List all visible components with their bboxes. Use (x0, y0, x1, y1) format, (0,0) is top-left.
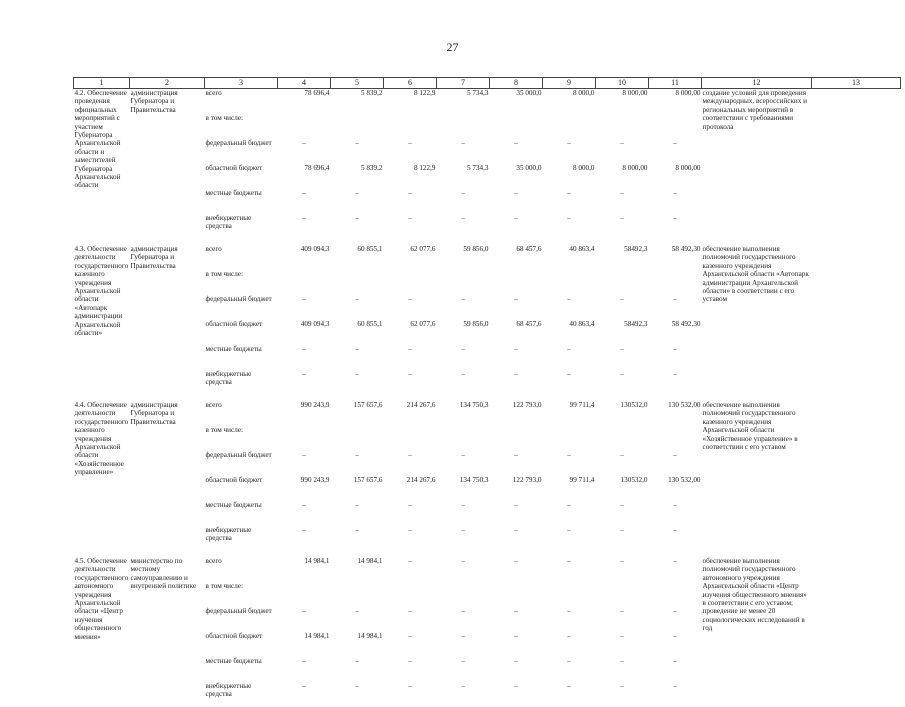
amount-cell (490, 582, 543, 607)
amount-cell: – (355, 526, 359, 534)
header-cell: 11 (649, 78, 702, 89)
amount-cell: – (302, 657, 306, 665)
expected-result: обеспечение выполнения полномочий государственного казенного учреждения Архангельской области «Хозяйственное управление» в соответствии с его уставом (702, 401, 798, 452)
amount-cell: – (620, 139, 624, 147)
amount-cell: 214 267,6 (406, 476, 436, 484)
amount-cell: – (408, 370, 412, 378)
amount-cell (596, 270, 649, 295)
amount-cell: – (408, 607, 412, 615)
amount-cell: – (355, 657, 359, 665)
amount-cell (543, 114, 596, 139)
amount-cell: – (673, 295, 677, 303)
amount-cell: – (408, 451, 412, 459)
header-cell: 2 (130, 78, 205, 89)
funding-source: внебюджетные средства (205, 682, 252, 699)
amount-cell: 68 457,6 (516, 320, 542, 328)
funding-source: областной бюджет (205, 476, 263, 484)
amount-cell (384, 426, 437, 451)
amount-cell: 14 984,1 (357, 632, 383, 640)
amount-cell: – (461, 632, 465, 640)
amount-cell (543, 426, 596, 451)
table-row (74, 401, 901, 426)
amount-cell (278, 582, 331, 607)
amount-cell (278, 426, 331, 451)
amount-cell: – (461, 189, 465, 197)
amount-cell (437, 270, 490, 295)
measure-name: 4.5. Обеспечение деятельности государственного автономного учреждения Архангельской области «Центр изучения общественного мнения» (74, 557, 129, 641)
amount-cell: 130532,0 (620, 476, 648, 484)
amount-cell: 130532,0 (620, 401, 648, 409)
amount-cell: – (461, 501, 465, 509)
funding-source: внебюджетные средства (205, 370, 252, 387)
amount-cell: 59 856,0 (463, 245, 489, 253)
amount-cell: – (461, 451, 465, 459)
amount-cell: – (514, 370, 518, 378)
amount-cell: 214 267,6 (406, 401, 436, 409)
amount-cell: – (514, 526, 518, 534)
amount-cell: 5 839,2 (360, 164, 383, 172)
amount-cell: 58492,3 (624, 320, 648, 328)
amount-cell: 78 696,4 (304, 164, 330, 172)
amount-cell (384, 270, 437, 295)
amount-cell: – (620, 189, 624, 197)
amount-cell: – (461, 607, 465, 615)
funding-source: местные бюджеты (205, 189, 262, 197)
amount-cell: 35 000,0 (516, 89, 542, 97)
amount-cell: 60 855,1 (357, 245, 383, 253)
amount-cell: – (514, 557, 518, 565)
amount-cell: – (620, 345, 624, 353)
amount-cell: 78 696,4 (304, 89, 330, 97)
amount-cell: 14 984,1 (304, 557, 330, 565)
amount-cell: 157 657,6 (353, 401, 383, 409)
amount-cell: – (461, 214, 465, 222)
amount-cell: – (355, 345, 359, 353)
amount-cell: – (673, 557, 677, 565)
amount-cell: – (673, 526, 677, 534)
amount-cell: 990 243,9 (300, 476, 330, 484)
amount-cell: 58492,3 (624, 245, 648, 253)
amount-cell: 130 532,00 (668, 476, 701, 484)
amount-cell: – (567, 451, 571, 459)
amount-cell: – (355, 214, 359, 222)
funding-source: в том числе: (205, 114, 243, 122)
amount-cell: – (567, 295, 571, 303)
funding-source: в том числе: (205, 582, 243, 590)
amount-cell: 8 122,9 (413, 164, 436, 172)
amount-cell: – (461, 295, 465, 303)
amount-cell: – (567, 607, 571, 615)
funding-source: местные бюджеты (205, 501, 262, 509)
amount-cell: – (302, 139, 306, 147)
amount-cell: – (514, 451, 518, 459)
amount-cell: – (673, 214, 677, 222)
measure-name: 4.2. Обеспечение проведения официальных мероприятий с участием Губернатора Архангельской области и заместителей Губернатора Архангельской области (74, 89, 127, 190)
amount-cell: – (673, 682, 677, 690)
amount-cell: – (567, 214, 571, 222)
amount-cell: – (408, 214, 412, 222)
header-cell: 5 (331, 78, 384, 89)
amount-cell (437, 426, 490, 451)
amount-cell: – (620, 370, 624, 378)
funding-source: в том числе: (205, 426, 243, 434)
amount-cell: – (673, 189, 677, 197)
expected-result: создание условий для проведения международных, всероссийских и региональных мероприятий в соответствии с требованиями протокола (702, 89, 808, 131)
funding-source: областной бюджет (205, 320, 263, 328)
amount-cell (490, 270, 543, 295)
amount-cell: – (302, 214, 306, 222)
funding-source: всего (205, 245, 222, 253)
amount-cell: – (355, 451, 359, 459)
amount-cell: – (355, 370, 359, 378)
amount-cell: – (567, 657, 571, 665)
amount-cell: – (302, 345, 306, 353)
amount-cell (437, 114, 490, 139)
amount-cell: – (461, 682, 465, 690)
amount-cell: – (567, 501, 571, 509)
amount-cell: – (408, 526, 412, 534)
amount-cell: 14 984,1 (304, 632, 330, 640)
amount-cell: – (620, 526, 624, 534)
funding-source: областной бюджет (205, 632, 263, 640)
notes-cell (812, 89, 901, 240)
amount-cell (649, 426, 702, 451)
funding-source: областной бюджет (205, 164, 263, 172)
amount-cell: – (461, 557, 465, 565)
amount-cell: – (514, 501, 518, 509)
funding-source: федеральный бюджет (205, 451, 272, 459)
expected-result: обеспечение выполнения полномочий государственного автономного учреждения Архангельской области «Центр изучения общественного мнения» в соответствии с его уставом; проведение не менее 20 социологических исследований в год (702, 557, 807, 633)
amount-cell: 409 094,3 (300, 320, 330, 328)
funding-source: федеральный бюджет (205, 139, 272, 147)
executor: министерство по местному самоуправлению и внутренней политике (130, 557, 197, 591)
amount-cell: – (355, 189, 359, 197)
amount-cell: – (302, 682, 306, 690)
amount-cell: 58 492,30 (671, 245, 701, 253)
amount-cell: – (408, 682, 412, 690)
amount-cell (437, 582, 490, 607)
amount-cell (596, 582, 649, 607)
amount-cell: – (461, 345, 465, 353)
amount-cell: 8 000,0 (572, 164, 595, 172)
amount-cell: – (620, 607, 624, 615)
amount-cell: – (620, 657, 624, 665)
amount-cell: – (514, 657, 518, 665)
amount-cell: – (461, 657, 465, 665)
funding-source: федеральный бюджет (205, 607, 272, 615)
amount-cell: – (620, 451, 624, 459)
amount-cell: – (567, 345, 571, 353)
table-row (74, 89, 901, 115)
amount-cell (331, 582, 384, 607)
funding-source: местные бюджеты (205, 345, 262, 353)
amount-cell: – (673, 370, 677, 378)
funding-source: в том числе: (205, 270, 243, 278)
header-cell: 1 (74, 78, 130, 89)
amount-cell: – (567, 139, 571, 147)
amount-cell: 130 532,00 (668, 401, 701, 409)
header-cell: 6 (384, 78, 437, 89)
amount-cell: – (355, 295, 359, 303)
amount-cell: – (302, 295, 306, 303)
amount-cell: – (673, 607, 677, 615)
funding-source: всего (205, 401, 222, 409)
funding-source: всего (205, 89, 222, 97)
page-number: 27 (446, 40, 459, 54)
amount-cell: 99 711,4 (569, 401, 595, 409)
table-row (74, 557, 901, 582)
amount-cell: 68 457,6 (516, 245, 542, 253)
amount-cell: 99 711,4 (569, 476, 595, 484)
amount-cell: – (408, 557, 412, 565)
amount-cell (649, 114, 702, 139)
amount-cell: – (567, 557, 571, 565)
funding-source: федеральный бюджет (205, 295, 272, 303)
amount-cell: 5 734,3 (466, 164, 489, 172)
amount-cell: – (408, 345, 412, 353)
amount-cell: – (461, 370, 465, 378)
amount-cell: – (567, 189, 571, 197)
amount-cell: – (408, 189, 412, 197)
amount-cell (331, 270, 384, 295)
amount-cell: 990 243,9 (300, 401, 330, 409)
amount-cell: – (673, 632, 677, 640)
amount-cell: – (302, 451, 306, 459)
amount-cell: 122 793,0 (512, 401, 542, 409)
header-cell: 7 (437, 78, 490, 89)
amount-cell: – (355, 139, 359, 147)
amount-cell (649, 582, 702, 607)
amount-cell: 8 000,0 (572, 89, 595, 97)
amount-cell (596, 114, 649, 139)
amount-cell: – (567, 682, 571, 690)
amount-cell: 5 734,3 (466, 89, 489, 97)
amount-cell: – (620, 632, 624, 640)
header-cell: 9 (543, 78, 596, 89)
header-row (74, 78, 901, 89)
amount-cell: – (673, 451, 677, 459)
amount-cell: – (408, 295, 412, 303)
funding-source: внебюджетные средства (205, 526, 252, 543)
amount-cell (331, 114, 384, 139)
header-cell: 10 (596, 78, 649, 89)
funding-source: внебюджетные средства (205, 214, 252, 231)
amount-cell: 409 094,3 (300, 245, 330, 253)
amount-cell: – (408, 657, 412, 665)
amount-cell (384, 582, 437, 607)
amount-cell: 58 492,30 (671, 320, 701, 328)
amount-cell: – (302, 501, 306, 509)
header-cell: 4 (278, 78, 331, 89)
amount-cell: – (673, 345, 677, 353)
amount-cell: 60 855,1 (357, 320, 383, 328)
funding-source: всего (205, 557, 222, 565)
amount-cell: – (514, 189, 518, 197)
amount-cell: – (302, 526, 306, 534)
amount-cell: – (620, 501, 624, 509)
expected-result: обеспечение выполнения полномочий государственного казенного учреждения Архангельской области «Автопарк администрации Архангельской области» в соответствии с его уставом (702, 245, 809, 304)
amount-cell: 8 000,00 (675, 164, 701, 172)
amount-cell: – (514, 607, 518, 615)
amount-cell: 40 863,4 (569, 320, 595, 328)
amount-cell (596, 426, 649, 451)
amount-cell: 8 000,00 (622, 89, 648, 97)
amount-cell (490, 426, 543, 451)
amount-cell: – (355, 501, 359, 509)
amount-cell: 59 856,0 (463, 320, 489, 328)
amount-cell: – (514, 139, 518, 147)
amount-cell: 35 000,0 (516, 164, 542, 172)
notes-cell (812, 557, 901, 707)
amount-cell: 62 077,6 (410, 320, 436, 328)
budget-table (73, 77, 901, 707)
amount-cell: – (620, 214, 624, 222)
amount-cell (278, 270, 331, 295)
amount-cell: – (355, 607, 359, 615)
amount-cell: – (514, 295, 518, 303)
amount-cell: – (355, 682, 359, 690)
amount-cell: – (461, 526, 465, 534)
amount-cell: 40 863,4 (569, 245, 595, 253)
measure-name: 4.4. Обеспечение деятельности государственного казенного учреждения Архангельской области «Хозяйственное управление» (74, 401, 129, 477)
table-row (74, 245, 901, 270)
executor: администрация Губернатора и Правительства (130, 89, 178, 114)
amount-cell: 157 657,6 (353, 476, 383, 484)
amount-cell: – (620, 295, 624, 303)
header-cell: 13 (812, 78, 901, 89)
amount-cell: – (514, 214, 518, 222)
amount-cell: – (408, 139, 412, 147)
amount-cell (649, 270, 702, 295)
measure-name: 4.3. Обеспечение деятельности государственного казенного учреждения Архангельской области «Автопарк администрации Архангельской области» (74, 245, 129, 338)
amount-cell: 122 793,0 (512, 476, 542, 484)
amount-cell (278, 114, 331, 139)
amount-cell: – (673, 501, 677, 509)
amount-cell: 62 077,6 (410, 245, 436, 253)
amount-cell: – (567, 526, 571, 534)
notes-cell (812, 245, 901, 395)
header-cell: 8 (490, 78, 543, 89)
funding-source: местные бюджеты (205, 657, 262, 665)
amount-cell: 14 984,1 (357, 557, 383, 565)
amount-cell: – (567, 370, 571, 378)
notes-cell (812, 401, 901, 551)
amount-cell: 8 000,00 (622, 164, 648, 172)
amount-cell: – (620, 557, 624, 565)
amount-cell: – (302, 370, 306, 378)
amount-cell: – (461, 139, 465, 147)
amount-cell: 8 000,00 (675, 89, 701, 97)
amount-cell: – (620, 682, 624, 690)
amount-cell (490, 114, 543, 139)
amount-cell: – (302, 607, 306, 615)
amount-cell: – (514, 345, 518, 353)
amount-cell: – (302, 189, 306, 197)
executor: администрация Губернатора и Правительства (130, 245, 178, 270)
header-cell: 3 (205, 78, 278, 89)
amount-cell: – (514, 682, 518, 690)
executor: администрация Губернатора и Правительства (130, 401, 178, 426)
amount-cell: – (514, 632, 518, 640)
amount-cell (543, 582, 596, 607)
amount-cell: 5 839,2 (360, 89, 383, 97)
amount-cell: 8 122,9 (413, 89, 436, 97)
amount-cell (543, 270, 596, 295)
amount-cell: – (408, 632, 412, 640)
header-cell: 12 (702, 78, 812, 89)
amount-cell (331, 426, 384, 451)
amount-cell: 134 750,3 (459, 476, 489, 484)
amount-cell: – (673, 139, 677, 147)
amount-cell: – (567, 632, 571, 640)
amount-cell (384, 114, 437, 139)
amount-cell: – (408, 501, 412, 509)
amount-cell: – (673, 657, 677, 665)
amount-cell: 134 750,3 (459, 401, 489, 409)
